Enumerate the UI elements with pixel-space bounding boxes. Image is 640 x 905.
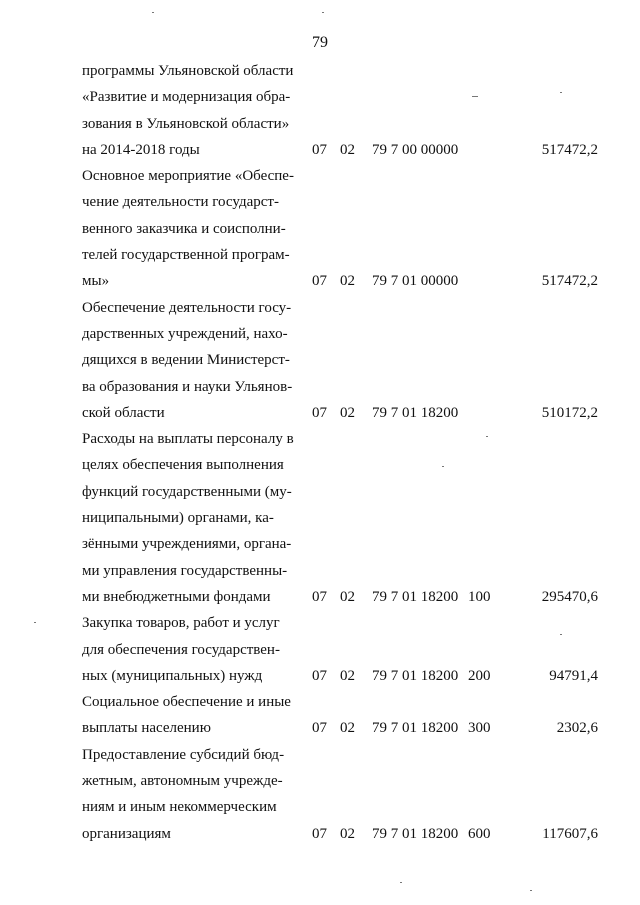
expense-type-code: 200	[468, 667, 491, 684]
subsection-code: 02	[340, 667, 355, 684]
amount: 517472,2	[541, 141, 598, 158]
scan-speck	[400, 882, 402, 883]
scan-speck	[34, 622, 36, 623]
scan-speck	[560, 92, 562, 93]
target-article-code: 79 7 01 18200	[372, 588, 459, 605]
description-line: Предоставление субсидий бюд-	[82, 746, 285, 763]
description-line: ми управления государственны-	[82, 562, 288, 579]
description-line: Расходы на выплаты персоналу в	[82, 431, 294, 448]
description-line: программы Ульяновской области	[82, 63, 294, 79]
scan-speck	[472, 96, 478, 97]
subsection-code: 02	[340, 141, 355, 158]
subsection-code: 02	[340, 404, 355, 421]
budget-table	[82, 58, 602, 847]
table-row	[82, 58, 602, 163]
section-code: 07	[312, 588, 327, 605]
row-description	[82, 689, 302, 742]
section-code: 07	[312, 404, 327, 421]
expense-type-code: 300	[468, 720, 491, 737]
target-article-code: 79 7 01 18200	[372, 825, 459, 842]
description-line: на 2014-2018 годы	[82, 141, 200, 158]
description-line: ниципальными) органами, ка-	[82, 510, 274, 527]
description-line: зёнными учреждениями, органа-	[82, 536, 292, 553]
amount: 2302,6	[556, 720, 598, 737]
amount: 295470,6	[541, 588, 598, 605]
section-code: 07	[312, 825, 327, 842]
section-code: 07	[312, 720, 327, 737]
description-line: ва образования и науки Ульянов-	[82, 378, 293, 395]
target-article-code: 79 7 01 18200	[372, 404, 459, 421]
subsection-code: 02	[340, 588, 355, 605]
description-line: Обеспечение деятельности госу-	[82, 299, 292, 316]
target-article-code: 79 7 01 00000	[372, 273, 459, 290]
description-line: «Развитие и модернизация обра-	[82, 89, 291, 106]
description-line: зования в Ульяновской области»	[82, 115, 290, 132]
description-line: функций государственными (му-	[82, 483, 292, 500]
description-line: мы»	[82, 273, 110, 290]
amount: 117607,6	[542, 825, 598, 842]
description-line: для обеспечения государствен-	[82, 641, 280, 658]
expense-type-code: 100	[468, 588, 491, 605]
scan-speck	[322, 12, 324, 13]
table-row	[82, 163, 602, 294]
description-line: ской области	[82, 404, 165, 421]
table-row	[82, 426, 602, 610]
subsection-code: 02	[340, 273, 355, 290]
target-article-code: 79 7 00 00000	[372, 141, 459, 158]
table-row	[82, 295, 602, 426]
scan-speck	[442, 466, 444, 467]
subsection-code: 02	[340, 720, 355, 737]
description-line: выплаты населению	[82, 720, 211, 737]
amount: 517472,2	[541, 273, 598, 290]
description-line: целях обеспечения выполнения	[82, 457, 284, 474]
section-code: 07	[312, 273, 327, 290]
page-number: 79	[312, 34, 328, 51]
description-line: Социальное обеспечение и иные	[82, 694, 291, 711]
scan-speck	[560, 634, 562, 635]
target-article-code: 79 7 01 18200	[372, 720, 459, 737]
description-line: организациям	[82, 825, 171, 842]
scan-speck	[530, 890, 532, 891]
row-description	[82, 426, 302, 610]
table-row	[82, 742, 602, 847]
description-line: телей государственной програм-	[82, 247, 290, 264]
scan-speck	[486, 436, 488, 437]
row-description	[82, 742, 302, 847]
description-line: жетным, автономным учрежде-	[82, 773, 283, 790]
description-line: дящихся в ведении Министерст-	[82, 352, 290, 369]
row-description	[82, 58, 302, 163]
description-line: ми внебюджетными фондами	[82, 588, 271, 605]
description-line: Основное мероприятие «Обеспе-	[82, 168, 294, 185]
description-line: венного заказчика и соисполни-	[82, 220, 286, 237]
description-line: Закупка товаров, работ и услуг	[82, 615, 280, 632]
section-code: 07	[312, 141, 327, 158]
row-description	[82, 295, 302, 426]
amount: 510172,2	[541, 404, 598, 421]
table-row	[82, 689, 602, 742]
section-code: 07	[312, 667, 327, 684]
row-description	[82, 610, 302, 689]
description-line: чение деятельности государст-	[82, 194, 279, 211]
table-row	[82, 610, 602, 689]
description-line: дарственных учреждений, нахо-	[82, 325, 288, 342]
subsection-code: 02	[340, 825, 355, 842]
description-line: ниям и иным некоммерческим	[82, 799, 277, 816]
description-line: ных (муниципальных) нужд	[82, 667, 263, 684]
row-description	[82, 163, 302, 294]
target-article-code: 79 7 01 18200	[372, 667, 459, 684]
scan-speck	[152, 12, 154, 13]
amount: 94791,4	[549, 667, 598, 684]
expense-type-code: 600	[468, 825, 491, 842]
